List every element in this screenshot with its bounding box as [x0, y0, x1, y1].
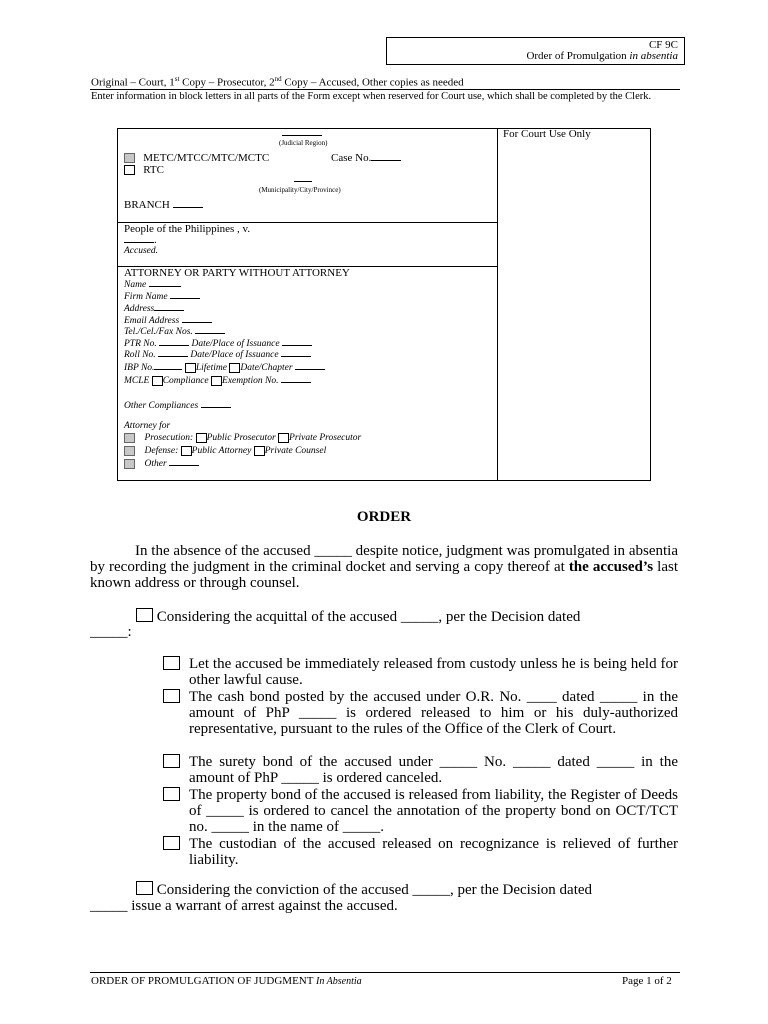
page-number: Page 1 of 2	[622, 975, 672, 987]
roll-field[interactable]: Roll No. Date/Place of Issuance	[124, 350, 311, 360]
copies-distribution: Original – Court, 1st Copy – Prosecutor, 2nd Copy – Accused, Other copies as needed	[91, 75, 464, 89]
other-compliances-field[interactable]: Other Compliances	[124, 401, 231, 411]
accused-name-field[interactable]: .	[124, 234, 157, 246]
item-1-checkbox[interactable]	[163, 656, 180, 674]
attorney-name-field[interactable]: Name	[124, 280, 181, 290]
item-1-text: Let the accused be immediately released from custody unless he is being held for other lawful cause.	[189, 656, 678, 688]
judicial-region-label: (Judicial Region)	[279, 139, 328, 147]
ptr-field[interactable]: PTR No. Date/Place of Issuance	[124, 339, 312, 349]
conviction-warrant-text: _____ issue a warrant of arrest against the accused.	[90, 898, 398, 914]
acquittal-checkbox[interactable]	[136, 608, 153, 622]
court-option-metc[interactable]: METC/MTCC/MTC/MCTC	[124, 152, 269, 164]
acquittal-decision-date[interactable]: _____:	[90, 624, 132, 640]
item-5-text: The custodian of the accused released on recognizance is relieved of further liability.	[189, 836, 678, 868]
lifetime-checkbox[interactable]	[185, 363, 196, 373]
other-row[interactable]: Other	[124, 459, 199, 469]
order-title: ORDER	[356, 509, 412, 525]
form-title: Order of Promulgation in absentia	[526, 50, 678, 62]
item-5-checkbox[interactable]	[163, 836, 180, 854]
people-label: People of the Philippines , v.	[124, 223, 251, 235]
item-3-text: The surety bond of the accused under _____ No. _____ dated _____ in the amount of PhP _____ is ordered canceled.	[189, 754, 678, 786]
prosecution-checkbox[interactable]	[124, 433, 135, 443]
rtc-checkbox[interactable]	[124, 165, 135, 175]
attorney-for-label: Attorney for	[124, 421, 171, 431]
public-attorney-checkbox[interactable]	[181, 446, 192, 456]
item-4-checkbox[interactable]	[163, 787, 180, 805]
exemption-checkbox[interactable]	[211, 376, 222, 386]
court-option-rtc[interactable]: RTC	[124, 164, 164, 176]
other-checkbox[interactable]	[124, 459, 135, 469]
defense-checkbox[interactable]	[124, 446, 135, 456]
accused-label: Accused.	[124, 246, 159, 256]
private-counsel-checkbox[interactable]	[254, 446, 265, 456]
tel-field[interactable]: Tel./Cel./Fax Nos.	[124, 327, 225, 337]
item-3-checkbox[interactable]	[163, 754, 180, 772]
caption-box	[117, 128, 651, 481]
footer-rule	[90, 972, 680, 973]
address-field[interactable]: Address	[124, 304, 184, 314]
prosecution-row[interactable]: Prosecution: Public Prosecutor Private Prosecutor	[124, 433, 361, 443]
email-field[interactable]: Email Address	[124, 316, 212, 326]
municipality-line	[294, 181, 312, 182]
acquittal-option[interactable]: Considering the acquittal of the accused _____, per the Decision dated	[136, 608, 678, 625]
metc-checkbox[interactable]	[124, 153, 135, 163]
item-2-checkbox[interactable]	[163, 689, 180, 707]
public-prosecutor-checkbox[interactable]	[196, 433, 207, 443]
firm-name-field[interactable]: Firm Name	[124, 292, 200, 302]
court-use-label: For Court Use Only	[503, 128, 591, 140]
instructions: Enter information in block letters in all parts of the Form except when reserved for Court use, which shall be completed by the Clerk.	[91, 91, 652, 102]
mcle-field[interactable]: MCLE Compliance Exemption No.	[124, 376, 311, 386]
attorney-heading: ATTORNEY OR PARTY WITHOUT ATTORNEY	[124, 267, 350, 279]
compliance-checkbox[interactable]	[152, 376, 163, 386]
conviction-option[interactable]: Considering the conviction of the accused _____, per the Decision dated	[136, 881, 678, 898]
caption-vertical-divider	[497, 128, 498, 481]
defense-row[interactable]: Defense: Public Attorney Private Counsel	[124, 446, 326, 456]
header-rule	[90, 89, 680, 90]
form-code-box	[386, 37, 685, 65]
private-prosecutor-checkbox[interactable]	[278, 433, 289, 443]
ibp-field[interactable]: IBP No. Lifetime Date/Chapter	[124, 363, 325, 373]
footer-title: ORDER OF PROMULGATION OF JUDGMENT In Absentia	[91, 975, 362, 987]
item-4-text: The property bond of the accused is released from liability, the Register of Deeds of _____ is ordered to cancel the annotation of the property bond on OCT/TCT no. _____ in the name of _____.	[189, 787, 678, 835]
judicial-region-line	[282, 135, 322, 136]
form-code: CF 9C	[648, 39, 678, 51]
date-chapter-checkbox[interactable]	[229, 363, 240, 373]
item-2-text: The cash bond posted by the accused under O.R. No. ____ dated _____ in the amount of PhP _____ is ordered released to him or his duly-authorized representative, pursuant to the rules of the Office of the Clerk of Court.	[189, 689, 678, 737]
case-no-field[interactable]: Case No.	[331, 152, 401, 164]
conviction-checkbox[interactable]	[136, 881, 153, 895]
branch-field[interactable]: BRANCH	[124, 199, 203, 211]
order-intro: In the absence of the accused _____ despite notice, judgment was promulgated in absentia by recording the judgment in the criminal docket and serving a copy thereof at the accused’s last known address or through counsel.	[90, 543, 678, 591]
municipality-label: (Municipality/City/Province)	[259, 186, 341, 194]
